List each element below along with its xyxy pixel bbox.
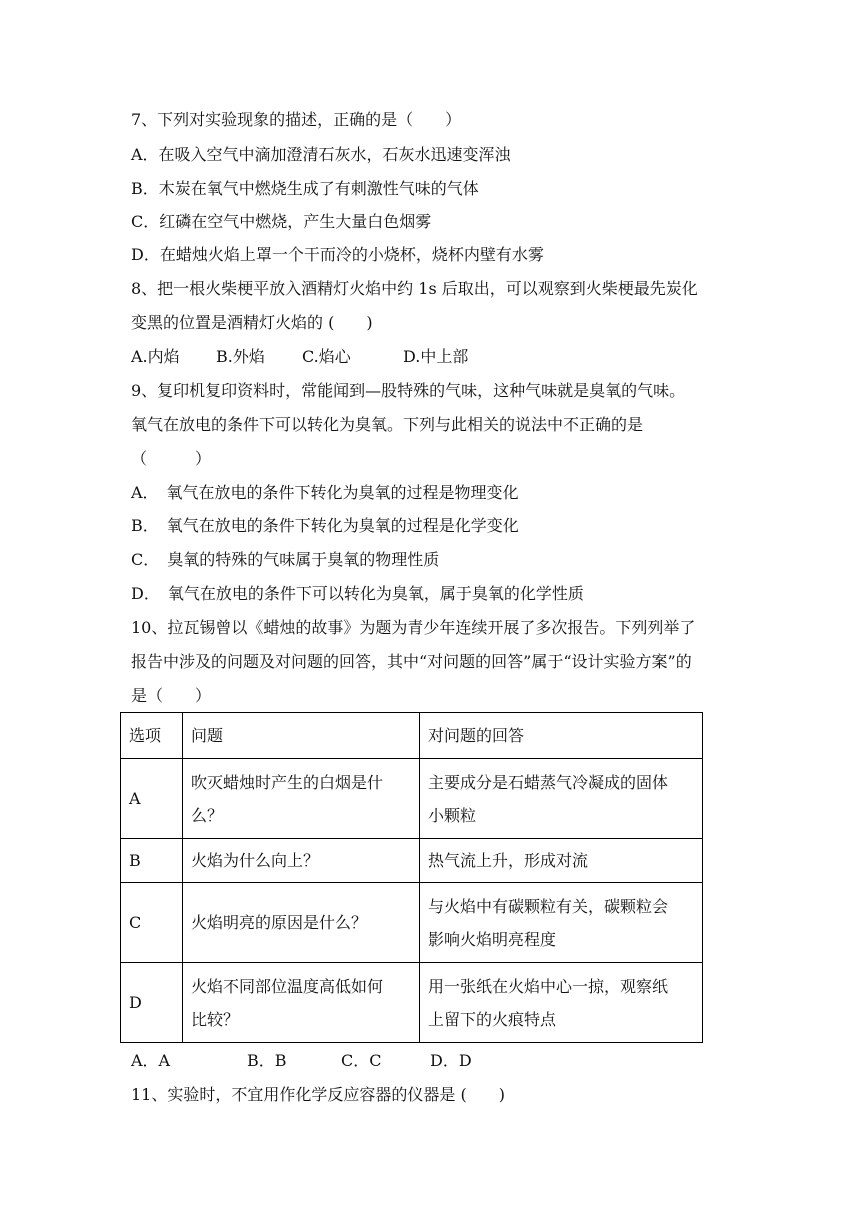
q8-option-c: C.焰心 (302, 347, 351, 366)
q9-option-d: D． 氧气在放电的条件下可以转化为臭氧，属于臭氧的化学性质 (131, 584, 584, 603)
q10-option-d: D．D (430, 1051, 472, 1070)
question-line: 火焰不同部位温度高低如何 (191, 976, 384, 996)
question-line: 么？ (191, 805, 224, 825)
q10-stem-line1: 10、拉瓦锡曾以《蜡烛的故事》为题为青少年连续开展了多次报告。下列列举了 (131, 618, 696, 637)
q9-stem-line1: 9、复印机复印资料时，常能闻到—股特殊的气味，这种气味就是臭氧的气味。 (131, 381, 686, 400)
row-question (183, 883, 420, 963)
row-question (183, 759, 420, 839)
q10-option-b: B．B (247, 1051, 287, 1070)
q7-option-d: D．在蜡烛火焰上罩一个干而冷的小烧杯，烧杯内壁有水雾 (131, 245, 544, 264)
header-option: 选项 (121, 713, 183, 759)
row-question (183, 963, 420, 1043)
q10-stem-line2: 报告中涉及的问题及对问题的回答，其中“对问题的回答”属于“设计实验方案”的 (131, 652, 692, 671)
row-answer (420, 759, 703, 839)
table-row (121, 759, 703, 839)
q10-stem-line3: 是（ ） (131, 686, 212, 705)
q8-stem-line1: 8、把一根火柴梗平放入酒精灯火焰中约 1s 后取出，可以观察到火柴梗最先炭化 (131, 279, 698, 298)
q9-stem-line3: （ ） (131, 449, 212, 468)
row-option: B (121, 839, 183, 883)
q10-option-c: C．C (341, 1051, 382, 1070)
q10-option-a: A．A (131, 1051, 171, 1070)
row-option: D (121, 963, 183, 1043)
question-line: 火焰为什么向上？ (191, 851, 320, 870)
q7-stem: 7、下列对实验现象的描述，正确的是（ ） (131, 110, 462, 129)
question-line: 火焰明亮的原因是什么？ (191, 913, 368, 932)
q7-option-b: B．木炭在氧气中燃烧生成了有刺激性气味的气体 (131, 179, 479, 198)
q8-option-a: A.内焰 (131, 347, 180, 366)
q9-option-b: B． 氧气在放电的条件下转化为臭氧的过程是化学变化 (131, 516, 519, 535)
question-line: 比较？ (191, 1009, 240, 1029)
row-answer (420, 963, 703, 1043)
answer-line: 小颗粒 (428, 805, 477, 825)
q9-option-c: C． 臭氧的特殊的气味属于臭氧的物理性质 (131, 550, 440, 569)
answer-line: 用一张纸在火焰中心一掠，观察纸 (428, 976, 669, 996)
answer-line: 影响火焰明亮程度 (428, 929, 557, 949)
q11-stem: 11、实验时，不宜用作化学反应容器的仪器是 ( ) (131, 1085, 505, 1104)
q9-option-a: A． 氧气在放电的条件下转化为臭氧的过程是物理变化 (131, 483, 519, 502)
q7-option-c: C．红磷在空气中燃烧，产生大量白色烟雾 (131, 212, 432, 231)
row-question (183, 839, 420, 883)
answer-line: 主要成分是石蜡蒸气冷凝成的固体 (428, 772, 669, 792)
table-row (121, 883, 703, 963)
header-answer: 对问题的回答 (420, 713, 703, 759)
question-line: 吹灭蜡烛时产生的白烟是什 (191, 772, 384, 792)
table-row (121, 963, 703, 1043)
header-question: 问题 (183, 713, 420, 759)
q8-stem-line2: 变黑的位置是酒精灯火焰的 ( ) (131, 313, 373, 332)
answer-line: 上留下的火痕特点 (428, 1009, 557, 1029)
table-row (121, 839, 703, 883)
table-header-row (121, 713, 703, 759)
q10-table (120, 712, 703, 1043)
q8-option-d: D.中上部 (403, 347, 469, 366)
row-answer (420, 883, 703, 963)
answer-line: 热气流上升，形成对流 (428, 851, 589, 870)
q9-stem-line2: 氧气在放电的条件下可以转化为臭氧。下列与此相关的说法中不正确的是 (131, 415, 644, 434)
q7-option-a: A．在吸入空气中滴加澄清石灰水，石灰水迅速变浑浊 (131, 145, 511, 164)
answer-line: 与火焰中有碳颗粒有关，碳颗粒会 (428, 896, 669, 916)
q8-option-b: B.外焰 (216, 347, 265, 366)
row-answer (420, 839, 703, 883)
row-option: A (121, 759, 183, 839)
row-option: C (121, 883, 183, 963)
